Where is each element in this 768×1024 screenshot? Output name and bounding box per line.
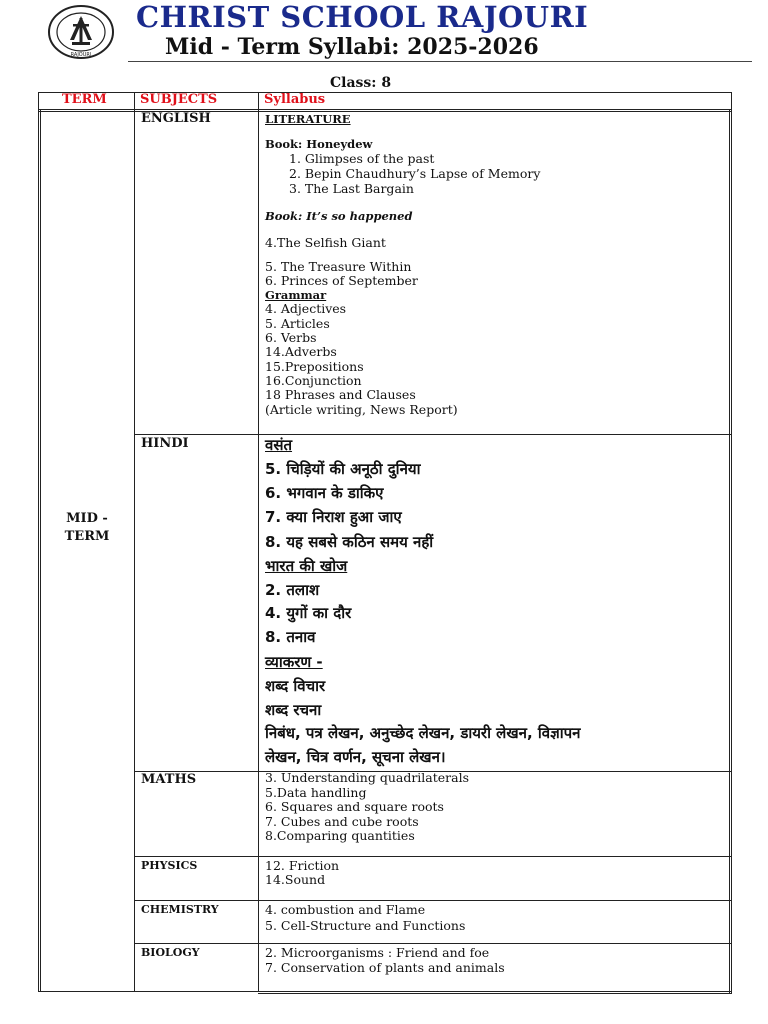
list-item: 5. Cell-Structure and Functions bbox=[265, 918, 466, 933]
list-item: 4. युगों का दौर bbox=[265, 604, 352, 622]
list-item: 15.Prepositions bbox=[265, 359, 364, 374]
english-literature-heading: LITERATURE bbox=[265, 112, 351, 126]
list-item: 7. Cubes and cube roots bbox=[265, 814, 419, 829]
subject-english: ENGLISH bbox=[141, 111, 211, 126]
list-item: 2. तलाश bbox=[265, 581, 320, 599]
english-book2-title: Book: It’s so happened bbox=[265, 209, 413, 223]
list-item: 7. क्या निराश हुआ जाए bbox=[265, 508, 402, 526]
school-crest-logo-icon bbox=[46, 4, 116, 60]
list-item: 6. Verbs bbox=[265, 330, 317, 345]
list-item: 2. Bepin Chaudhury’s Lapse of Memory bbox=[289, 166, 541, 181]
list-item: 14.Adverbs bbox=[265, 344, 337, 359]
list-item: 14.Sound bbox=[265, 872, 326, 887]
list-item: 5. The Treasure Within bbox=[265, 259, 412, 274]
hindi-book2-title: भारत की खोज bbox=[265, 557, 348, 575]
header-subjects: SUBJECTS bbox=[140, 92, 218, 107]
list-item: 1. Glimpses of the past bbox=[289, 151, 435, 166]
list-item: (Article writing, News Report) bbox=[265, 402, 458, 417]
subject-biology: BIOLOGY bbox=[141, 946, 200, 959]
list-item: 12. Friction bbox=[265, 858, 340, 873]
header-syllabus: Syllabus bbox=[264, 92, 326, 107]
subject-physics: PHYSICS bbox=[141, 859, 198, 872]
list-item: निबंध, पत्र लेखन, अनुच्छेद लेखन, डायरी लेखन, विज्ञापन bbox=[265, 724, 581, 742]
list-item: 5. Articles bbox=[265, 316, 330, 331]
list-item: 6. भगवान के डाकिए bbox=[265, 484, 384, 502]
list-item: 5.Data handling bbox=[265, 785, 367, 800]
subject-hindi: HINDI bbox=[141, 436, 189, 451]
list-item: 4. Adjectives bbox=[265, 301, 347, 316]
list-item: 4. combustion and Flame bbox=[265, 902, 426, 917]
list-item: 8. यह सबसे कठिन समय नहीं bbox=[265, 533, 434, 551]
list-item: 6. Squares and square roots bbox=[265, 799, 444, 814]
hindi-grammar-heading: व्याकरण - bbox=[265, 653, 323, 671]
school-name: CHRIST SCHOOL RAJOURI bbox=[136, 0, 589, 34]
list-item: 3. The Last Bargain bbox=[289, 181, 414, 196]
english-grammar-heading: Grammar bbox=[265, 288, 327, 302]
list-item: शब्द विचार bbox=[265, 677, 326, 695]
term-label: MID - TERM bbox=[64, 511, 110, 544]
english-book1-title: Book: Honeydew bbox=[265, 137, 373, 151]
svg-text:RAJOURI: RAJOURI bbox=[70, 52, 92, 58]
list-item: 18 Phrases and Clauses bbox=[265, 387, 416, 402]
header-term: TERM bbox=[62, 92, 107, 107]
class-label: Class: 8 bbox=[330, 75, 392, 91]
list-item: 8. तनाव bbox=[265, 628, 316, 646]
list-item: शब्द रचना bbox=[265, 701, 322, 719]
subject-maths: MATHS bbox=[141, 772, 197, 787]
header-divider bbox=[128, 61, 752, 62]
list-item: लेखन, चित्र वर्णन, सूचना लेखन। bbox=[265, 748, 446, 766]
list-item: 4.The Selfish Giant bbox=[265, 235, 386, 250]
list-item: 5. चिड़ियों की अनूठी दुनिया bbox=[265, 460, 421, 478]
list-item: 3. Understanding quadrilaterals bbox=[265, 770, 470, 785]
hindi-book1-title: वसंत bbox=[265, 436, 293, 454]
subject-chemistry: CHEMISTRY bbox=[141, 903, 219, 916]
list-item: 8.Comparing quantities bbox=[265, 828, 415, 843]
list-item: 6. Princes of September bbox=[265, 273, 418, 288]
list-item: 2. Microorganisms : Friend and foe bbox=[265, 945, 490, 960]
list-item: 7. Conservation of plants and animals bbox=[265, 960, 505, 975]
page-subtitle: Mid - Term Syllabi: 2025-2026 bbox=[165, 34, 539, 60]
list-item: 16.Conjunction bbox=[265, 373, 362, 388]
